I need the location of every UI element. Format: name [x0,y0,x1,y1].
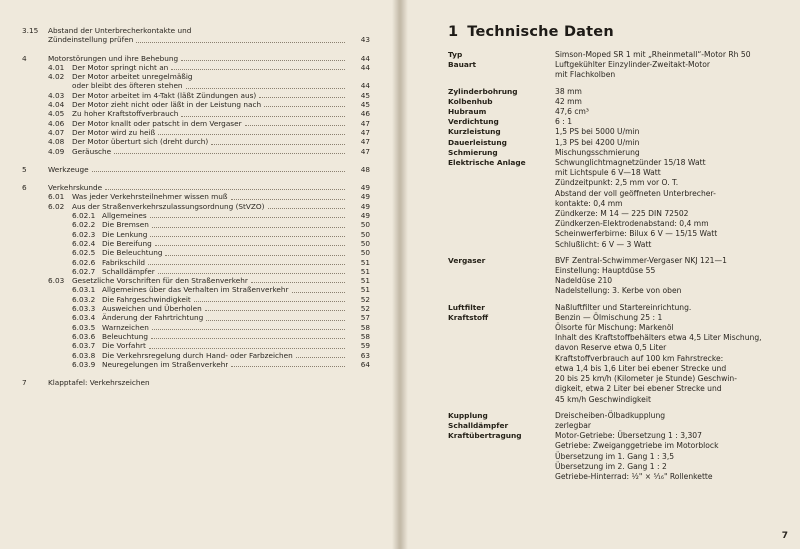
toc-entry [22,332,370,341]
toc-entry-page: 49 [360,211,370,221]
toc-leader-dots [181,60,345,61]
toc-entry-number: 4.06 [48,118,65,128]
toc-entry-page: 58 [360,322,370,332]
toc-leader-dots [206,320,345,321]
spec-value-line: 42 mm [555,96,582,106]
toc-entry-number: 5 [22,164,27,174]
right-page [398,0,800,549]
spec-label: Schalldämpfer [448,420,509,430]
toc-leader-dots [152,227,345,228]
spec-row [448,107,778,117]
toc-entry-title: Der Motor springt nicht an [72,62,169,72]
toc-entry-number: 6.03.1 [72,285,96,295]
toc-entry [22,128,370,137]
spec-value-line: 6 : 1 [555,117,573,127]
spec-value-line: 47,6 cm³ [555,107,589,117]
spec-value-line: Schwunglichtmagnetzünder 15/18 Watt [555,158,706,168]
toc-entry-title: Zu hoher Kraftstoffverbrauch [72,109,179,119]
toc-entry-title: Beleuchtung [102,331,149,341]
toc-entry-title: Die Bereifung [102,238,152,248]
toc-entry-title: Neuregelungen im Straßenverkehr [102,359,229,369]
toc-entry-title: Werkzeuge [48,164,89,174]
spec-value [555,107,778,117]
toc-entry-number: 4 [22,53,27,63]
spec-value-line: etwa 1,4 bis 1,6 Liter bei ebener Strecke und [555,363,727,373]
toc-entry-number: 7 [22,378,27,388]
toc-entry-title: Der Motor wird zu heiß [72,127,156,137]
toc-entry [22,295,370,304]
toc-entry-number: 4.02 [48,72,65,82]
spec-row [448,138,778,148]
spec-value [555,148,778,158]
toc-spacer [22,369,370,378]
toc-leader-dots [231,366,345,367]
spec-row [448,50,778,60]
toc-entry [22,211,370,220]
spec-value-line: Kraftstoffverbrauch auf 100 km Fahrstrecke: [555,353,724,363]
toc-entry-title: Allgemeines über das Verhalten im Straßenverkehr [102,285,289,295]
toc-entry [22,192,370,201]
spec-row [448,97,778,107]
toc-leader-dots [155,245,345,246]
spec-value [555,313,778,405]
toc-entry-title: Fabrikschild [102,257,146,267]
toc-entry-page: 47 [360,118,370,128]
toc-entry [22,26,370,35]
toc-entry [22,304,370,313]
toc-entry-number: 4.03 [48,90,65,100]
toc-entry [22,91,370,100]
toc-entry-page: 49 [360,183,370,193]
spec-value-line: Zündkerze: M 14 — 225 DIN 72502 [555,209,689,219]
spec-value-line: zerlegbar [555,420,591,430]
spec-value-line: Motor-Getriebe: Übersetzung 1 : 3,307 [555,431,702,441]
spec-row [448,117,778,127]
spec-value [555,97,778,107]
toc-entry-number: 6 [22,183,27,193]
spec-value [555,60,778,80]
toc-spacer [22,45,370,54]
toc-entry-title: Verkehrskunde [48,183,103,193]
spec-value [555,431,778,482]
toc-leader-dots [158,134,345,135]
spec-table [448,50,778,482]
toc-leader-dots [211,144,345,145]
toc-leader-dots [152,329,345,330]
toc-entry-page: 63 [360,350,370,360]
spec-value-line: Mischungsschmierung [555,147,640,157]
toc-entry-title: Was jeder Verkehrsteilnehmer wissen muß [72,192,228,202]
toc-entry-number: 4.04 [48,100,65,110]
toc-entry-number: 6.02.5 [72,248,96,258]
toc-entry [22,313,370,322]
toc-entry-title: Der Motor überturt sich (dreht durch) [72,137,209,147]
spec-label: Elektrische Anlage [448,158,526,168]
spec-value-line: Einstellung: Hauptdüse 55 [555,266,656,276]
toc-leader-dots [105,189,345,190]
toc-entry [22,258,370,267]
page-title [448,24,778,40]
toc-entry-page: 45 [360,100,370,110]
toc-leader-dots [150,236,345,237]
toc-entry [22,248,370,257]
toc-entry-title: Die Beleuchtung [102,248,163,258]
chapter-number: 1 [448,24,459,40]
toc-entry-page: 59 [360,341,370,351]
spec-row [448,127,778,137]
toc-leader-dots [186,88,345,89]
spec-value-line: Nadelstellung: 3. Kerbe von oben [555,286,682,296]
toc-entry-page: 47 [360,127,370,137]
spec-value-line: Übersetzung im 1. Gang 1 : 3,5 [555,451,675,461]
toc-leader-dots [292,292,345,293]
toc-entry [22,63,370,72]
toc-entry [22,230,370,239]
toc-entry-title-cont: Zündeinstellung prüfen [48,35,134,45]
toc-leader-dots [148,264,345,265]
spec-value-line: Nadeldüse 210 [555,276,613,286]
spec-value-line: mit Flachkolben [555,70,616,80]
toc-entry-page: 58 [360,331,370,341]
spec-value-line: Übersetzung im 2. Gang 1 : 2 [555,461,667,471]
toc-entry-page: 45 [360,90,370,100]
toc-spacer [22,156,370,165]
spec-value [555,303,778,313]
spec-label: Schmierung [448,147,498,157]
toc-leader-dots [136,42,345,43]
toc-entry-title: Änderung der Fahrtrichtung [102,313,204,323]
toc-entry-title: Die Verkehrsregelung durch Hand- oder Farbzeichen [102,350,293,360]
spec-label: Bauart [448,60,477,70]
spec-row [448,60,778,80]
spec-value [555,256,778,297]
spec-value-line: Naßluftfilter und Startereinrichtung. [555,302,692,312]
toc-entry-page: 51 [360,257,370,267]
spec-label: Vergaser [448,255,486,265]
toc-entry-title: Die Fahrgeschwindigkeit [102,294,191,304]
toc-entry-title: Motorstörungen und ihre Behebung [48,53,179,63]
toc-entry [22,378,370,387]
toc-entry-number: 6.03.9 [72,359,96,369]
toc-entry-title: Geräusche [72,146,112,156]
toc-entry-title: Aus der Straßenverkehrszulassungsordnung (StVZO) [72,201,265,211]
spec-value-line: 1,5 PS bei 5000 U/min [555,127,640,137]
toc-entry-page: 57 [360,313,370,323]
toc-entry [22,137,370,146]
toc-leader-dots [181,116,345,117]
toc-entry-page: 51 [360,266,370,276]
toc-entry [22,147,370,156]
toc-entry-number: 6.02.6 [72,257,96,267]
toc-entry [22,239,370,248]
spec-value-line: Simson-Moped SR 1 mit „Rheinmetall“-Motor Rh 50 [555,50,751,59]
toc-entry-title: Die Bremsen [102,220,149,230]
toc-entry-title: Klapptafel: Verkehrszeichen [48,378,150,388]
toc-entry-number: 4.09 [48,146,65,156]
spec-value-line: Inhalt des Kraftstoffbehälters etwa 4,5 Liter Mischung, [555,333,762,343]
toc-entry-title: Abstand der Unterbrecherkontakte und [48,26,192,35]
spec-value-line: Dreischeiben-Ölbadkupplung [555,410,666,420]
toc-leader-dots [151,338,345,339]
toc-leader-dots [165,255,345,256]
toc-entry [22,72,370,81]
spec-value [555,411,778,421]
spec-label: Kurzleistung [448,127,501,137]
toc-entry-title-cont: oder bleibt des öfteren stehen [72,81,183,91]
toc-entry-page: 43 [360,35,370,45]
toc-entry-number: 4.01 [48,62,65,72]
spec-value [555,50,778,60]
toc-entry-number: 6.02.7 [72,266,96,276]
spec-value-line: davon Reserve etwa 0,5 Liter [555,343,667,353]
toc-entry-page: 47 [360,137,370,147]
toc-entry-number: 6.03.3 [72,304,96,314]
spec-value-line: Zündkerzen-Elektrodenabstand: 0,4 mm [555,219,709,229]
spec-value-line: digkeit, etwa 2 Liter bei ebener Strecke und [555,384,722,394]
toc-entry-page: 51 [360,276,370,286]
toc-entry-page: 46 [360,109,370,119]
book-gutter [392,0,408,549]
toc-entry [22,202,370,211]
toc-entry [22,54,370,63]
spec-value-line: Ölsorte für Mischung: Markenöl [555,323,674,333]
spec-value-line: 45 km/h Geschwindigkeit [555,394,651,404]
toc-entry-page: 44 [360,81,370,91]
toc-entry [22,109,370,118]
toc-entry-number: 6.03.4 [72,313,96,323]
toc-entry-continued [22,35,370,44]
toc-entry-number: 3.15 [22,26,39,35]
spec-value [555,87,778,97]
toc-entry-title: Gesetzliche Vorschriften für den Straßenverkehr [72,276,248,286]
toc-entry-title: Warnzeichen [102,322,149,332]
toc-leader-dots [296,357,345,358]
page-number: 7 [781,531,788,541]
toc-entry-page: 50 [360,238,370,248]
toc-entry-number: 4.05 [48,109,65,119]
toc-entry [22,165,370,174]
spec-value-line: BVF Zentral-Schwimmer-Vergaser NKJ 121—1 [555,255,727,265]
spec-value-line: 1,3 PS bei 4200 U/min [555,137,640,147]
spec-label: Luftfilter [448,302,485,312]
spec-label: Kupplung [448,410,488,420]
toc-entry-title: Ausweichen und Überholen [102,304,202,314]
spec-value [555,158,778,250]
toc-entry-title: Die Lenkung [102,229,148,239]
toc-entry-page: 64 [360,359,370,369]
spec-value [555,421,778,431]
toc-leader-dots [158,273,345,274]
toc-leader-dots [171,69,345,70]
spec-label: Verdichtung [448,117,499,127]
toc-entry [22,183,370,192]
spec-value-line: Getriebe: Zweiganggetriebe im Motorblock [555,441,719,451]
toc-entry [22,119,370,128]
spec-value [555,117,778,127]
toc-entry [22,285,370,294]
spec-row [448,256,778,297]
toc-entry-page: 50 [360,220,370,230]
spec-value-line: 20 bis 25 km/h (Kilometer je Stunde) Geschwin- [555,374,737,384]
toc-entry [22,276,370,285]
toc-leader-dots [92,171,345,172]
spec-value-line: Benzin — Ölmischung 25 : 1 [555,312,663,322]
toc-entry-number: 6.02.4 [72,238,96,248]
spec-row [448,421,778,431]
spec-row [448,148,778,158]
toc-entry-page: 49 [360,201,370,211]
toc-entry-number: 6.03.8 [72,350,96,360]
toc-entry-number: 4.08 [48,137,65,147]
toc-leader-dots [149,348,345,349]
toc-entry-title: Der Motor knallt oder patscht in dem Vergaser [72,118,242,128]
toc-entry [22,351,370,360]
toc-entry-page: 44 [360,53,370,63]
spec-value-line: Abstand der voll geöffneten Unterbrecher- [555,188,716,198]
toc-entry-page: 50 [360,248,370,258]
toc-leader-dots [264,106,345,107]
toc-leader-dots [251,282,345,283]
toc-entry-title: Der Motor zieht nicht oder läßt in der Leistung nach [72,100,262,110]
spec-value-line: Schlußlicht: 6 V — 3 Watt [555,239,652,249]
toc-entry-number: 6.02.3 [72,229,96,239]
toc-entry-number: 4.07 [48,127,65,137]
toc-entry-title: Der Motor arbeitet im 4-Takt (läßt Zündungen aus) [72,90,257,100]
spec-row [448,313,778,405]
toc-entry-title: Schalldämpfer [102,266,155,276]
toc-entry-page: 50 [360,229,370,239]
spec-label: Hubraum [448,107,487,117]
spec-label: Kraftstoff [448,312,489,322]
spec-value-line: mit Lichtspule 6 V—18 Watt [555,168,661,178]
toc-entry-number: 6.03.2 [72,294,96,304]
toc-entry-continued [22,81,370,90]
left-page [0,0,398,549]
toc-leader-dots [194,301,345,302]
toc-entry-number: 6.03 [48,276,65,286]
toc-entry-number: 6.03.7 [72,341,96,351]
toc-entry-page: 52 [360,294,370,304]
spec-label: Typ [448,50,463,59]
toc-entry [22,323,370,332]
spec-row [448,158,778,250]
toc-entry-number: 6.03.6 [72,331,96,341]
toc-entry-number: 6.02.2 [72,220,96,230]
toc-entry [22,341,370,350]
toc-leader-dots [114,153,345,154]
spec-value [555,127,778,137]
toc-entry-number: 6.03.5 [72,322,96,332]
spec-row [448,411,778,421]
toc-leader-dots [150,217,345,218]
spec-value [555,138,778,148]
toc-leader-dots [205,310,345,311]
toc-leader-dots [231,199,345,200]
toc-entry [22,267,370,276]
toc-entry-number: 6.02 [48,201,65,211]
toc-entry-page: 51 [360,285,370,295]
toc-entry-page: 52 [360,304,370,314]
toc-entry-page: 44 [360,62,370,72]
spec-row [448,303,778,313]
spec-value-line: Zündzeitpunkt: 2,5 mm vor O. T. [555,178,679,188]
toc-leader-dots [259,97,345,98]
toc-entry-page: 49 [360,192,370,202]
spec-value-line: 38 mm [555,86,582,96]
spec-row [448,87,778,97]
toc-entry-page: 48 [360,164,370,174]
toc-leader-dots [245,125,345,126]
chapter-title: Technische Daten [467,24,614,40]
spec-value-line: Getriebe-Hinterrad: ½" × ⁵⁄₁₆" Rollenkette [555,471,713,481]
spec-label: Kraftübertragung [448,431,522,441]
toc-entry-number: 6.02.1 [72,211,96,221]
toc-leader-dots [268,208,346,209]
toc-entry-title: Der Motor arbeitet unregelmäßig [72,72,193,82]
table-of-contents [22,26,370,387]
toc-spacer [22,174,370,183]
spec-value-line: Scheinwerferbirne: Bilux 6 V — 15/15 Watt [555,229,718,239]
toc-entry-page: 47 [360,146,370,156]
spec-label: Dauerleistung [448,137,507,147]
toc-entry [22,360,370,369]
toc-entry-title: Allgemeines [102,211,147,221]
toc-entry-title: Die Vorfahrt [102,341,146,351]
toc-entry [22,100,370,109]
spec-row [448,431,778,482]
spec-value-line: Luftgekühlter Einzylinder-Zweitakt-Motor [555,60,710,70]
spec-value-line: kontakte: 0,4 mm [555,198,623,208]
spec-label: Kolbenhub [448,96,493,106]
toc-entry [22,220,370,229]
spec-label: Zylinderbohrung [448,86,518,96]
toc-entry-number: 6.01 [48,192,65,202]
